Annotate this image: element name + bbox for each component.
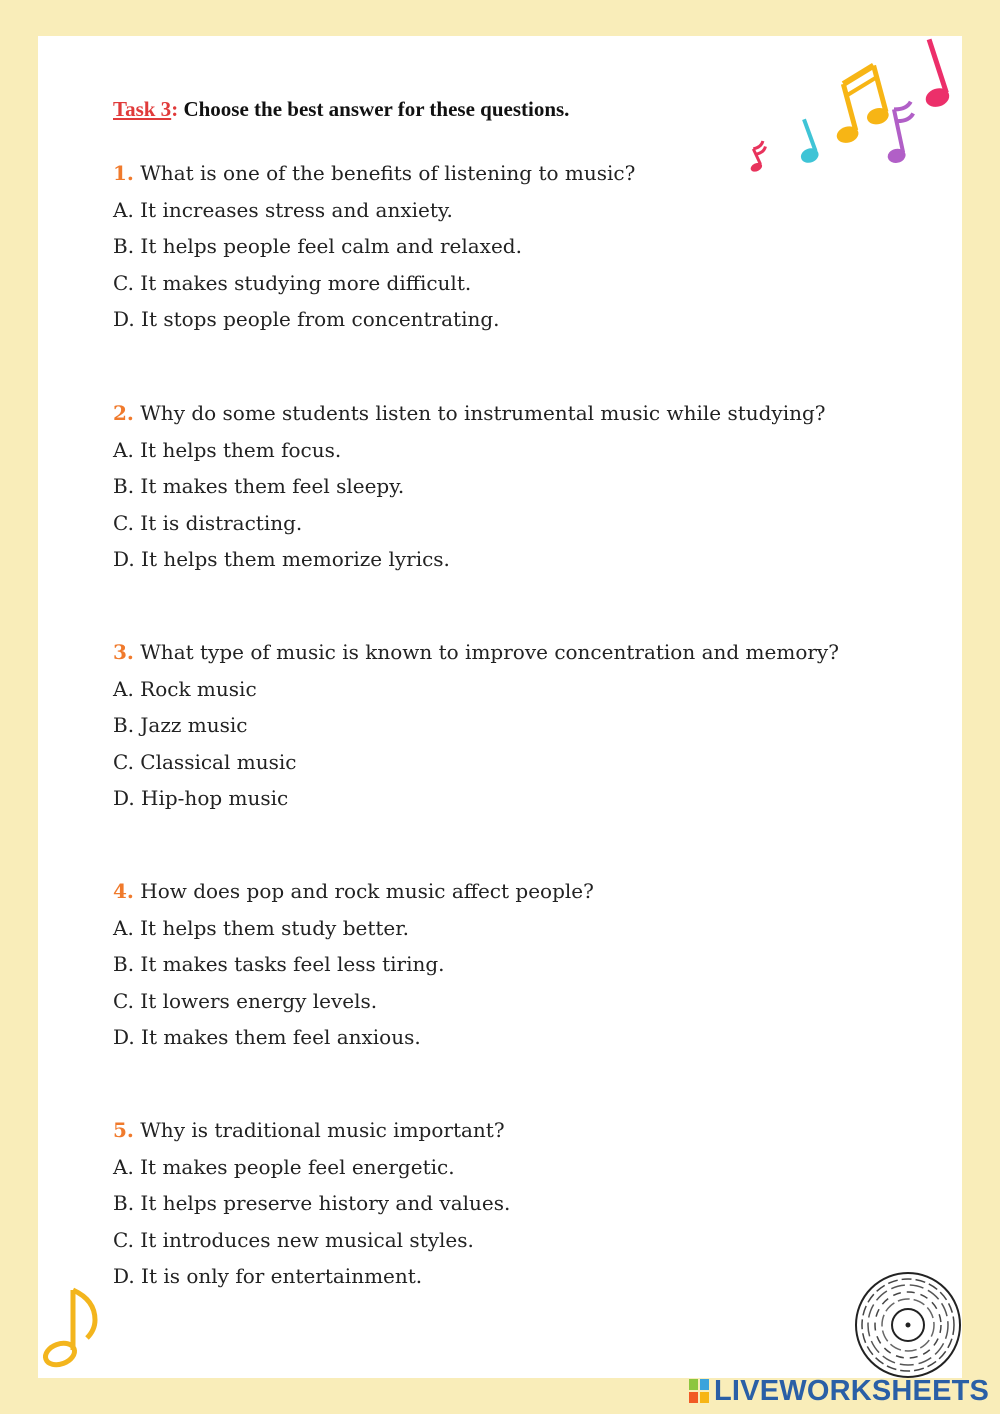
option-b[interactable]: B. Jazz music	[113, 713, 248, 738]
option-a[interactable]: A. It helps them study better.	[113, 915, 409, 940]
option-c[interactable]: C. It is distracting.	[113, 510, 303, 535]
liveworksheets-logo[interactable]	[688, 1374, 989, 1408]
option-d[interactable]: D. It helps them memorize lyrics.	[113, 547, 450, 572]
question-number: 3.	[113, 640, 134, 664]
option-d[interactable]: D. It makes them feel anxious.	[113, 1025, 421, 1050]
option-b[interactable]: B. It makes tasks feel less tiring.	[113, 952, 445, 977]
option-c[interactable]: C. It introduces new musical styles.	[113, 1227, 474, 1252]
option-d[interactable]: D. It stops people from concentrating.	[113, 307, 500, 332]
cyan-note-icon	[789, 119, 821, 166]
option-d[interactable]: D. Hip-hop music	[113, 786, 289, 811]
option-a[interactable]: A. It helps them focus.	[113, 437, 342, 462]
option-a[interactable]: A. Rock music	[113, 676, 257, 701]
question-5-stem	[113, 1112, 510, 1149]
question-text: How does pop and rock music affect people?	[140, 879, 594, 903]
option-b[interactable]: B. It makes them feel sleepy.	[113, 474, 405, 499]
question-2	[113, 395, 826, 578]
question-number: 2.	[113, 401, 134, 425]
question-3	[113, 634, 839, 817]
option-c[interactable]: C. It makes studying more difficult.	[113, 270, 472, 295]
question-number: 4.	[113, 879, 134, 903]
option-c[interactable]: C. It lowers energy levels.	[113, 988, 378, 1013]
option-c[interactable]: C. Classical music	[113, 749, 297, 774]
liveworksheets-logo-icon	[688, 1378, 710, 1404]
outline-note-icon	[40, 1282, 110, 1372]
task-colon: :	[171, 97, 179, 121]
question-4	[113, 873, 594, 1056]
question-text: What is one of the benefits of listening to music?	[140, 161, 636, 185]
vinyl-record-icon	[853, 1270, 963, 1380]
question-5	[113, 1112, 510, 1295]
option-b[interactable]: B. It helps preserve history and values.	[113, 1191, 511, 1216]
question-1	[113, 155, 635, 338]
option-a[interactable]: A. It makes people feel energetic.	[113, 1154, 455, 1179]
yellow-double-note-icon	[821, 65, 893, 145]
option-a[interactable]: A. It increases stress and anxiety.	[113, 197, 453, 222]
task-heading	[113, 97, 569, 122]
question-1-stem	[113, 155, 635, 192]
question-number: 1.	[113, 161, 134, 185]
small-red-note-icon	[745, 141, 773, 173]
question-text: What type of music is known to improve concentration and memory?	[140, 640, 839, 664]
question-text: Why do some students listen to instrumental music while studying?	[140, 401, 826, 425]
question-3-stem	[113, 634, 839, 671]
logo-text: LIVEWORKSHEETS	[714, 1374, 990, 1407]
option-d[interactable]: D. It is only for entertainment.	[113, 1264, 423, 1289]
music-notes-icon	[745, 30, 975, 190]
question-4-stem	[113, 873, 594, 910]
question-2-stem	[113, 395, 826, 432]
question-number: 5.	[113, 1118, 134, 1142]
question-text: Why is traditional music important?	[140, 1118, 505, 1142]
option-b[interactable]: B. It helps people feel calm and relaxed.	[113, 234, 522, 259]
task-label: Task 3	[113, 97, 172, 121]
pink-note-icon	[908, 39, 952, 110]
task-instruction: Choose the best answer for these questions.	[183, 97, 570, 121]
